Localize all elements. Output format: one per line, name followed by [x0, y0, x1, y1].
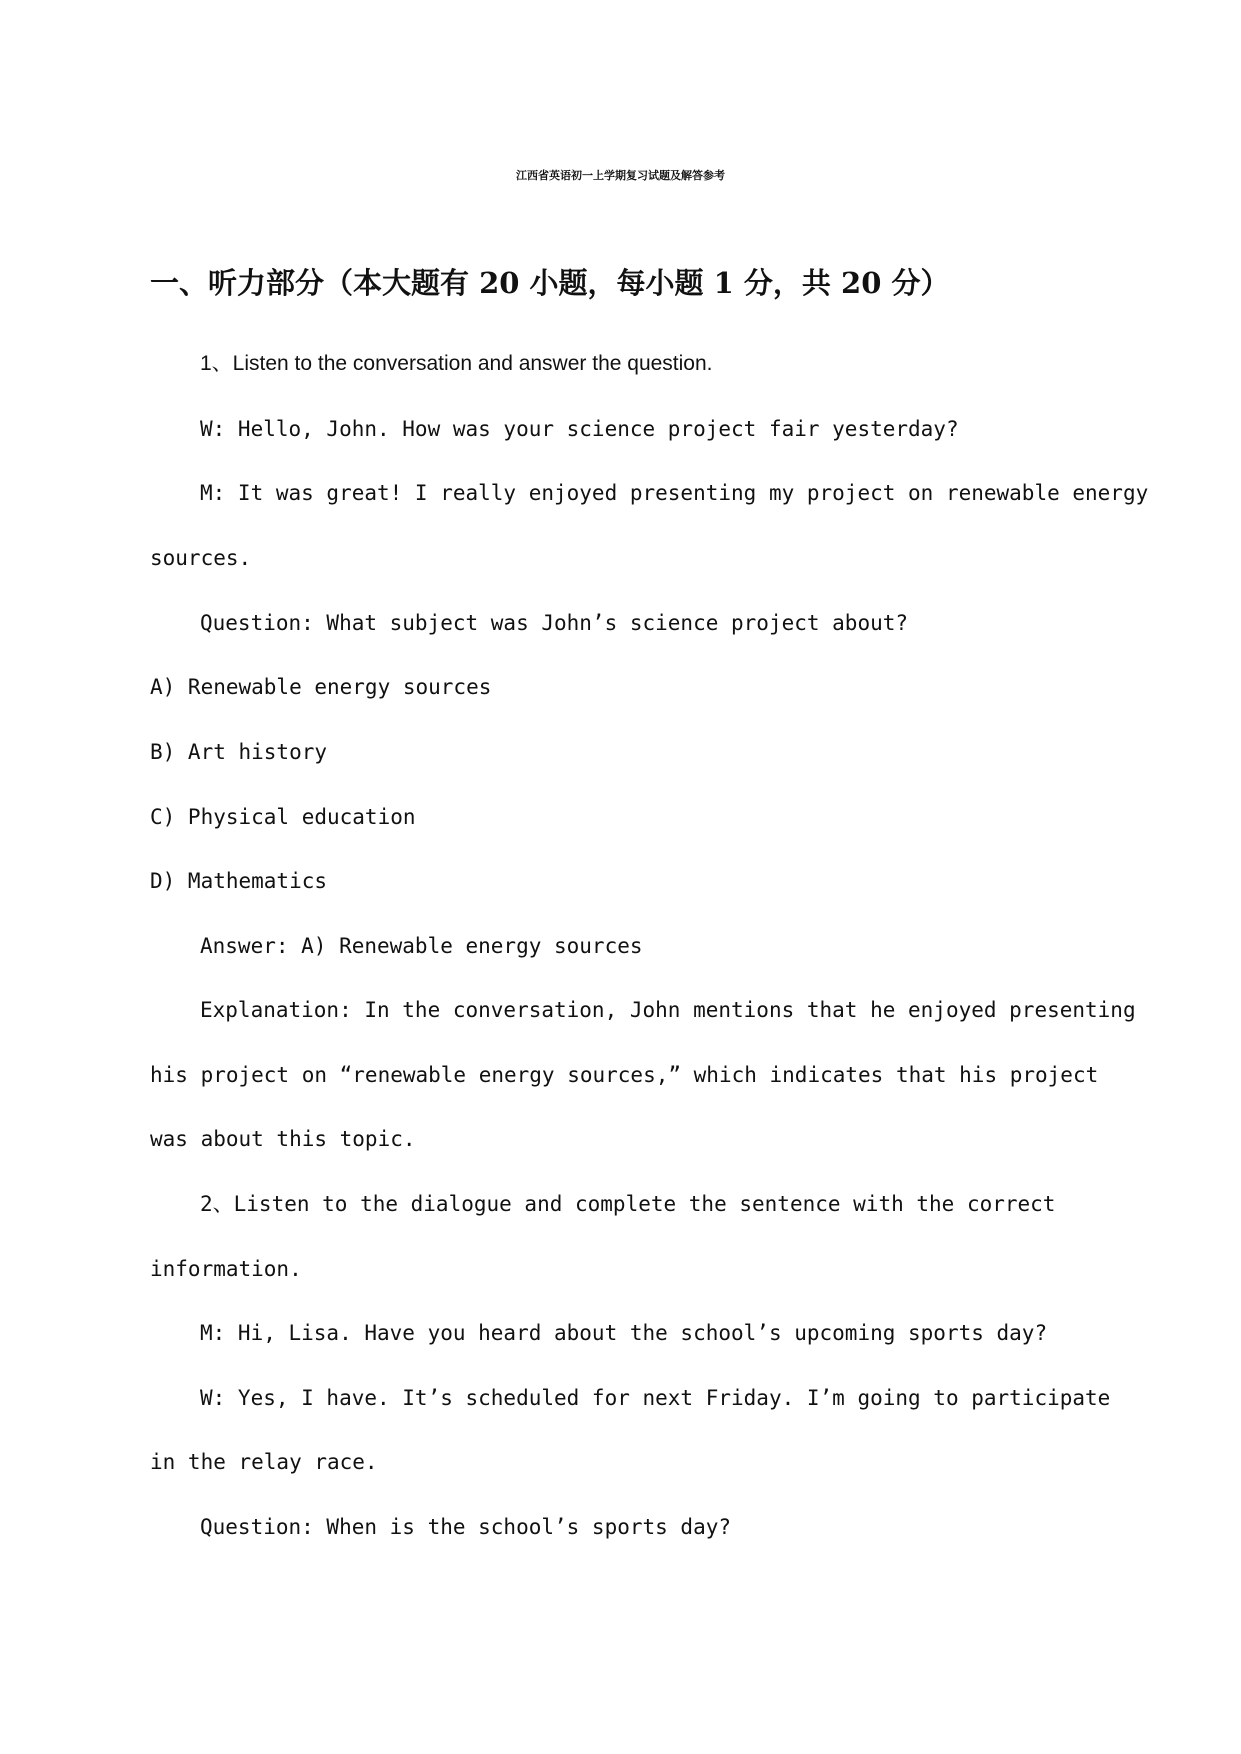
question1-answer: Answer: A) Renewable energy sources [200, 934, 643, 958]
question1-explanation-end: was about this topic. [150, 1127, 416, 1151]
question1-explanation: Explanation: In the conversation, John mentions that he enjoyed presenting [200, 998, 1136, 1022]
question1-option-b: B) Art history [150, 740, 328, 764]
question2-prompt: 2、Listen to the dialogue and complete the sentence with the correct [200, 1192, 1056, 1216]
question1-prompt: 1、Listen to the conversation and answer the question. [200, 352, 713, 375]
question1-option-a: A) Renewable energy sources [150, 675, 492, 699]
question2-dialogue-w-continued: in the relay race. [150, 1450, 378, 1474]
section-heading: 一、听力部分（本大题有 20 小题，每小题 1 分，共 20 分） [150, 266, 950, 300]
question1-option-c: C) Physical education [150, 805, 416, 829]
question2-dialogue-w: W: Yes, I have. It’s scheduled for next Friday. I’m going to participate [200, 1386, 1111, 1410]
question2-dialogue-m: M: Hi, Lisa. Have you heard about the school’s upcoming sports day? [200, 1321, 1048, 1345]
question1-explanation-continued: his project on “renewable energy sources,” which indicates that his project [150, 1063, 1099, 1087]
question1-dialogue-m-continued: sources. [150, 546, 252, 570]
question2-prompt-continued: information. [150, 1257, 302, 1281]
question1-dialogue-m: M: It was great! I really enjoyed presenting my project on renewable energy [200, 481, 1149, 505]
question1-dialogue-w: W: Hello, John. How was your science project fair yesterday? [200, 417, 959, 441]
document-title: 江西省英语初一上学期复习试题及解答参考 [516, 169, 725, 182]
question1-question: Question: What subject was John’s science project about? [200, 611, 909, 635]
question2-question: Question: When is the school’s sports day? [200, 1515, 732, 1539]
question1-option-d: D) Mathematics [150, 869, 328, 893]
